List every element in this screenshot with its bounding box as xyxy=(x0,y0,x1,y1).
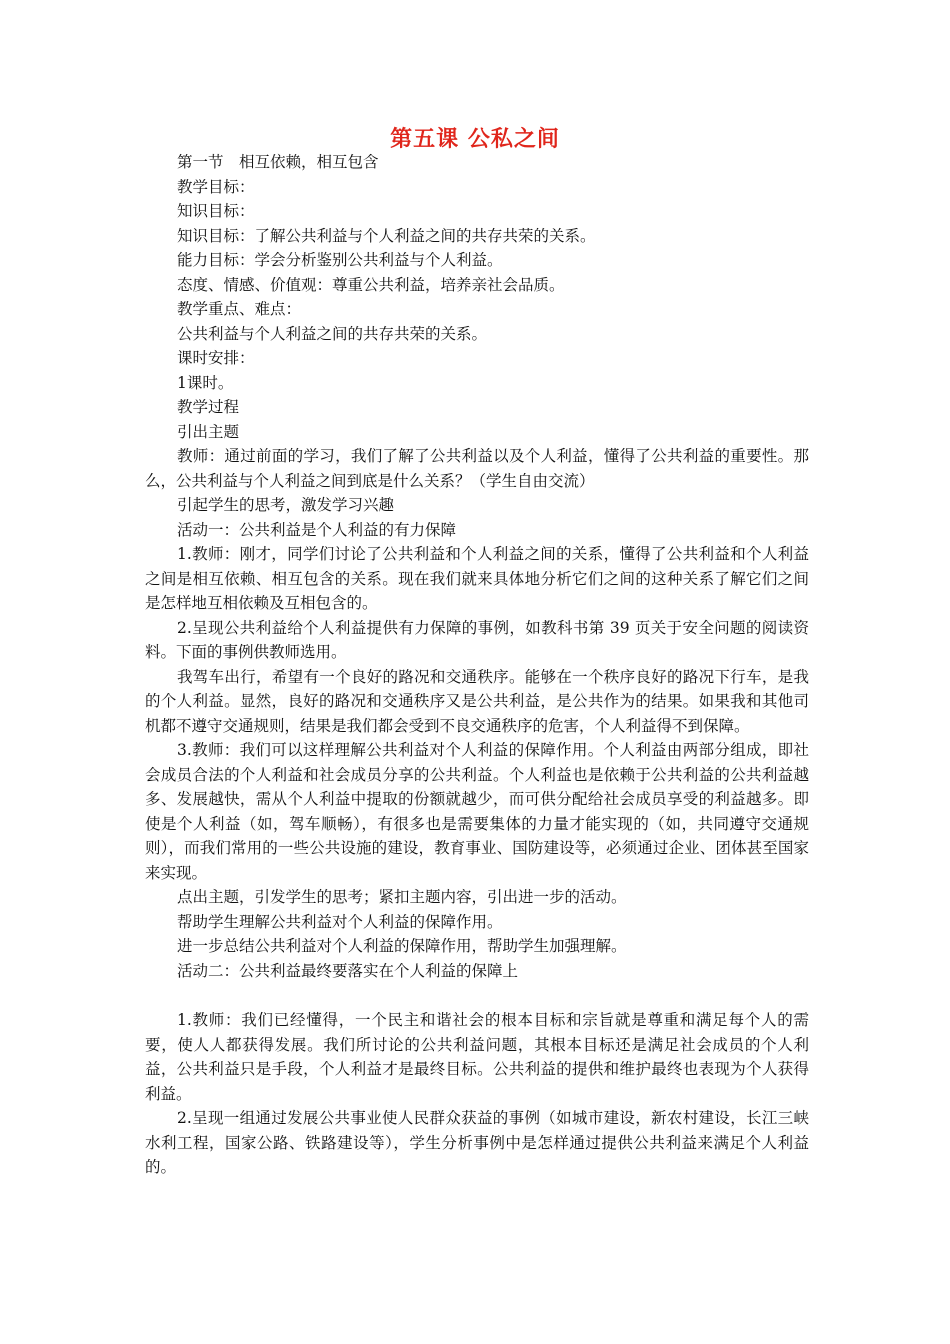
blank-line xyxy=(145,983,809,1008)
paragraph-note-3: 进一步总结公共利益对个人利益的保障作用，帮助学生加强理解。 xyxy=(177,937,627,955)
paragraph-knowledge-goal: 知识目标：了解公共利益与个人利益之间的共存共荣的关系。 xyxy=(177,226,596,245)
paragraph-ability-goal: 能力目标：学会分析鉴别公共利益与个人利益。 xyxy=(177,251,503,269)
paragraph-activity-one-step-2: 2.呈现公共利益给个人利益提供有力保障的事例，如教科书第 39 页关于安全问题的阅读资料。下面的事例供教师选用。 xyxy=(145,618,809,661)
document-body xyxy=(145,150,809,1180)
paragraph-knowledge-heading: 知识目标： xyxy=(177,202,255,220)
paragraph-attitude-goal: 态度、情感、价值观：尊重公共利益，培养亲社会品质。 xyxy=(177,275,565,294)
paragraph-intro-note: 引起学生的思考，激发学习兴趣 xyxy=(177,496,395,514)
paragraph-activity-one-step-1: 1.教师：刚才，同学们讨论了公共利益和个人利益之间的关系，懂得了公共利益和个人利益之间是相互依赖、相互包含的关系。现在我们就来具体地分析它们之间的这种关系了解它们之间是怎样地互相依赖及互相包含的。 xyxy=(145,545,809,612)
paragraph-schedule-heading: 课时安排： xyxy=(177,349,255,367)
paragraph-teacher-intro: 教师：通过前面的学习，我们了解了公共利益以及个人利益，懂得了公共利益的重要性。那么，公共利益与个人利益之间到底是什么关系？（学生自由交流） xyxy=(145,447,809,490)
paragraph-section-heading: 第一节 相互依赖，相互包含 xyxy=(177,153,379,171)
paragraph-activity-two-heading: 活动二：公共利益最终要落实在个人利益的保障上 xyxy=(177,961,519,980)
paragraph-driving-example: 我驾车出行，希望有一个良好的路况和交通秩序。能够在一个秩序良好的路况下行车，是我的个人利益。显然，良好的路况和交通秩序又是公共利益，是公共作为的结果。如果我和其他司机都不遵守交通规则，结果是我们都会受到不良交通秩序的危害，个人利益得不到保障。 xyxy=(145,667,809,735)
paragraph-activity-one-heading: 活动一：公共利益是个人利益的有力保障 xyxy=(177,520,457,539)
page-title: 第五课 公私之间 xyxy=(390,126,560,152)
paragraph-schedule: 1课时。 xyxy=(177,373,234,392)
paragraph-key-points: 公共利益与个人利益之间的共存共荣的关系。 xyxy=(177,324,488,343)
paragraph-objectives-heading: 教学目标： xyxy=(177,177,255,196)
paragraph-activity-two-step-2: 2.呈现一组通过发展公共事业使人民群众获益的事例（如城市建设，新农村建设，长江三峡水利工程，国家公路、铁路建设等），学生分析事例中是怎样通过提供公共利益来满足个人利益的。 xyxy=(145,1109,809,1176)
paragraph-activity-one-step-3: 3.教师：我们可以这样理解公共利益对个人利益的保障作用。个人利益由两部分组成，即社会成员合法的个人利益和社会成员分享的公共利益。个人利益也是依赖于公共利益的公共利益越多、发展越快，需从个人利益中提取的份额就越少，而可供分配给社会成员享受的利益越多。即使是个人利益（如，驾车顺畅），有很多也是需要集体的力量才能实现的（如，共同遵守交通规则），而我们常用的一些公共设施的建设，教育事业、国防建设等，必须通过企业、团体甚至国家来实现。 xyxy=(145,741,809,882)
paragraph-note-2: 帮助学生理解公共利益对个人利益的保障作用。 xyxy=(177,912,503,931)
paragraph-intro-heading: 引出主题 xyxy=(177,422,240,441)
paragraph-activity-two-step-1: 1.教师：我们已经懂得，一个民主和谐社会的根本目标和宗旨就是尊重和满足每个人的需要，使人人都获得发展。我们所讨论的公共利益问题，其根本目标还是满足社会成员的个人利益，公共利益只是手段，个人利益才是最终目标。公共利益的提供和维护最终也表现为个人获得利益。 xyxy=(145,1011,809,1103)
paragraph-key-points-heading: 教学重点、难点： xyxy=(177,300,302,318)
paragraph-note-1: 点出主题，引发学生的思考；紧扣主题内容，引出进一步的活动。 xyxy=(177,888,627,906)
paragraph-process-heading: 教学过程 xyxy=(177,398,240,416)
